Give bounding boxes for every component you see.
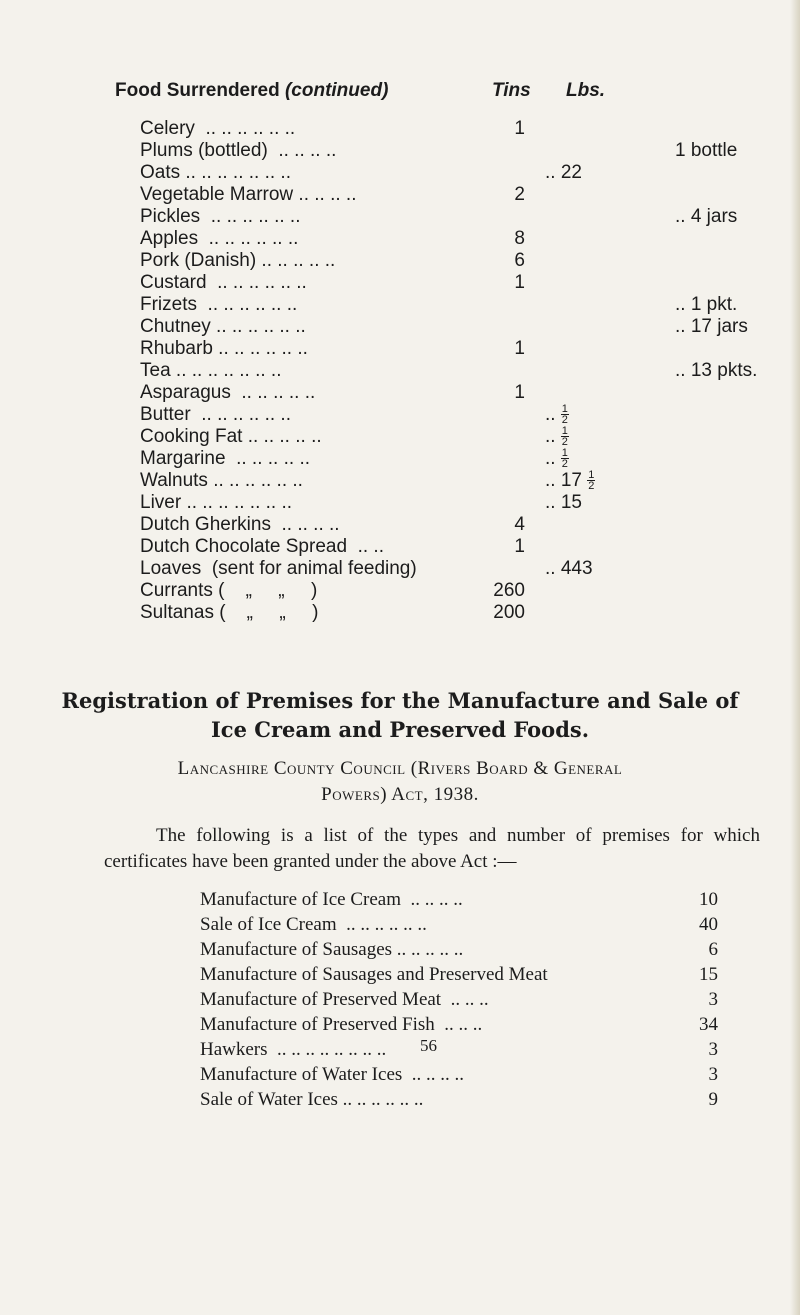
column-header-tins: Tins — [492, 80, 531, 101]
food-row — [140, 404, 780, 426]
food-name: Dutch Chocolate Spread .. .. — [140, 536, 384, 557]
premises-type: Manufacture of Preserved Fish .. .. .. — [200, 1014, 483, 1035]
food-row — [140, 382, 780, 404]
section-heading-line2: Ice Cream and Preserved Foods. — [210, 717, 590, 742]
fraction: $\frac{1}{2}$ — [561, 425, 568, 449]
food-name: Liver .. .. .. .. .. .. .. — [140, 492, 293, 513]
intro-text: The following is a list of the types and number of premises for which certificates have been granted under the above Act :— — [104, 825, 760, 872]
food-row — [140, 426, 780, 448]
premises-count: 3 — [708, 989, 718, 1010]
food-name: Plums (bottled) .. .. .. .. — [140, 140, 337, 161]
food-name: Walnuts .. .. .. .. .. .. — [140, 470, 303, 491]
premises-type: Manufacture of Preserved Meat .. .. .. — [200, 989, 489, 1010]
food-lbs: .. $\frac{1}{2}$ — [545, 403, 568, 427]
premises-count: 9 — [708, 1089, 718, 1110]
food-name: Vegetable Marrow .. .. .. .. — [140, 184, 357, 205]
food-other-unit: .. 1 pkt. — [675, 294, 738, 315]
food-tins: 1 — [514, 536, 525, 557]
food-tins: 1 — [514, 272, 525, 293]
food-lbs: .. 443 — [545, 558, 593, 579]
premises-type: Sale of Water Ices .. .. .. .. .. .. — [200, 1089, 424, 1110]
fraction: $\frac{1}{2}$ — [561, 403, 568, 427]
premises-count: 3 — [708, 1064, 718, 1085]
food-row — [140, 250, 780, 272]
food-name: Tea .. .. .. .. .. .. .. — [140, 360, 282, 381]
food-row — [140, 140, 780, 162]
food-row — [140, 470, 780, 492]
food-row — [140, 448, 780, 470]
premises-type: Manufacture of Sausages .. .. .. .. .. — [200, 939, 464, 960]
premises-count: 10 — [699, 889, 718, 910]
premises-count: 6 — [708, 939, 718, 960]
premises-count: 15 — [699, 964, 718, 985]
food-row — [140, 580, 780, 602]
premises-row — [200, 887, 720, 912]
food-row — [140, 558, 780, 580]
food-row — [140, 316, 780, 338]
food-row — [140, 228, 780, 250]
premises-row — [200, 1012, 720, 1037]
food-row — [140, 492, 780, 514]
premises-type: Sale of Ice Cream .. .. .. .. .. .. — [200, 914, 427, 935]
food-tins: 4 — [514, 514, 525, 535]
food-lbs: .. 17 $\frac{1}{2}$ — [545, 469, 595, 493]
food-tins: 2 — [514, 184, 525, 205]
food-lbs: .. $\frac{1}{2}$ — [545, 425, 568, 449]
premises-row — [200, 987, 720, 1012]
premises-row — [200, 912, 720, 937]
food-other-unit: .. 17 jars — [675, 316, 748, 337]
food-tins: 1 — [514, 382, 525, 403]
premises-count: 3 — [708, 1039, 718, 1060]
food-tins: 6 — [514, 250, 525, 271]
food-surrendered-table — [140, 118, 780, 624]
food-name: Butter .. .. .. .. .. .. — [140, 404, 291, 425]
food-name: Margarine .. .. .. .. .. — [140, 448, 310, 469]
food-lbs: .. $\frac{1}{2}$ — [545, 447, 568, 471]
food-row — [140, 118, 780, 140]
title-text: Food Surrendered — [115, 80, 280, 101]
premises-count: 40 — [699, 914, 718, 935]
food-row — [140, 206, 780, 228]
fraction: $\frac{1}{2}$ — [588, 469, 595, 493]
food-lbs: .. 15 — [545, 492, 582, 513]
act-subheading-line1: Lancashire County Council (Rivers Board & General — [177, 758, 623, 779]
food-name: Cooking Fat .. .. .. .. .. — [140, 426, 322, 447]
food-other-unit: .. 13 pkts. — [675, 360, 758, 381]
food-name: Currants ( „ „ ) — [140, 580, 318, 601]
premises-type: Hawkers .. .. .. .. .. .. .. .. — [200, 1039, 387, 1060]
food-other-unit: 1 bottle — [675, 140, 738, 161]
food-tins: 200 — [493, 602, 525, 623]
premises-row — [200, 937, 720, 962]
food-name: Rhubarb .. .. .. .. .. .. — [140, 338, 308, 359]
page-edge — [790, 0, 800, 1315]
page-number: 56 — [420, 1036, 437, 1055]
food-tins: 1 — [514, 118, 525, 139]
premises-row — [200, 1037, 720, 1062]
food-name: Apples .. .. .. .. .. .. — [140, 228, 299, 249]
food-name: Pork (Danish) .. .. .. .. .. — [140, 250, 336, 271]
food-tins: 8 — [514, 228, 525, 249]
column-header-lbs: Lbs. — [566, 80, 606, 101]
fraction: $\frac{1}{2}$ — [561, 447, 568, 471]
food-name: Pickles .. .. .. .. .. .. — [140, 206, 301, 227]
food-row — [140, 338, 780, 360]
section-heading-line1: Registration of Premises for the Manufacture and Sale of — [61, 688, 739, 713]
premises-row — [200, 1087, 720, 1112]
food-tins: 260 — [493, 580, 525, 601]
food-surrendered-title — [115, 80, 388, 102]
food-name: Sultanas ( „ „ ) — [140, 602, 319, 623]
food-name: Frizets .. .. .. .. .. .. — [140, 294, 298, 315]
food-row — [140, 602, 780, 624]
premises-list — [200, 887, 720, 1112]
food-name: Loaves (sent for animal feeding) — [140, 558, 417, 579]
premises-count: 34 — [699, 1014, 718, 1035]
intro-paragraph — [104, 823, 760, 875]
food-row — [140, 536, 780, 558]
food-name: Dutch Gherkins .. .. .. .. — [140, 514, 340, 535]
food-name: Custard .. .. .. .. .. .. — [140, 272, 307, 293]
food-row — [140, 294, 780, 316]
premises-row — [200, 1062, 720, 1087]
food-row — [140, 184, 780, 206]
food-row — [140, 162, 780, 184]
premises-type: Manufacture of Sausages and Preserved Meat — [200, 964, 548, 985]
food-name: Chutney .. .. .. .. .. .. — [140, 316, 306, 337]
food-row — [140, 360, 780, 382]
food-tins: 1 — [514, 338, 525, 359]
premises-type: Manufacture of Ice Cream .. .. .. .. — [200, 889, 463, 910]
food-name: Asparagus .. .. .. .. .. — [140, 382, 316, 403]
food-name: Celery .. .. .. .. .. .. — [140, 118, 296, 139]
food-other-unit: .. 4 jars — [675, 206, 738, 227]
premises-type: Manufacture of Water Ices .. .. .. .. — [200, 1064, 465, 1085]
food-name: Oats .. .. .. .. .. .. .. — [140, 162, 291, 183]
premises-row — [200, 962, 720, 987]
food-row — [140, 272, 780, 294]
act-subheading-line2: Powers) Act, 1938. — [321, 784, 479, 805]
food-lbs: .. 22 — [545, 162, 582, 183]
food-row — [140, 514, 780, 536]
title-suffix: (continued) — [284, 80, 389, 101]
